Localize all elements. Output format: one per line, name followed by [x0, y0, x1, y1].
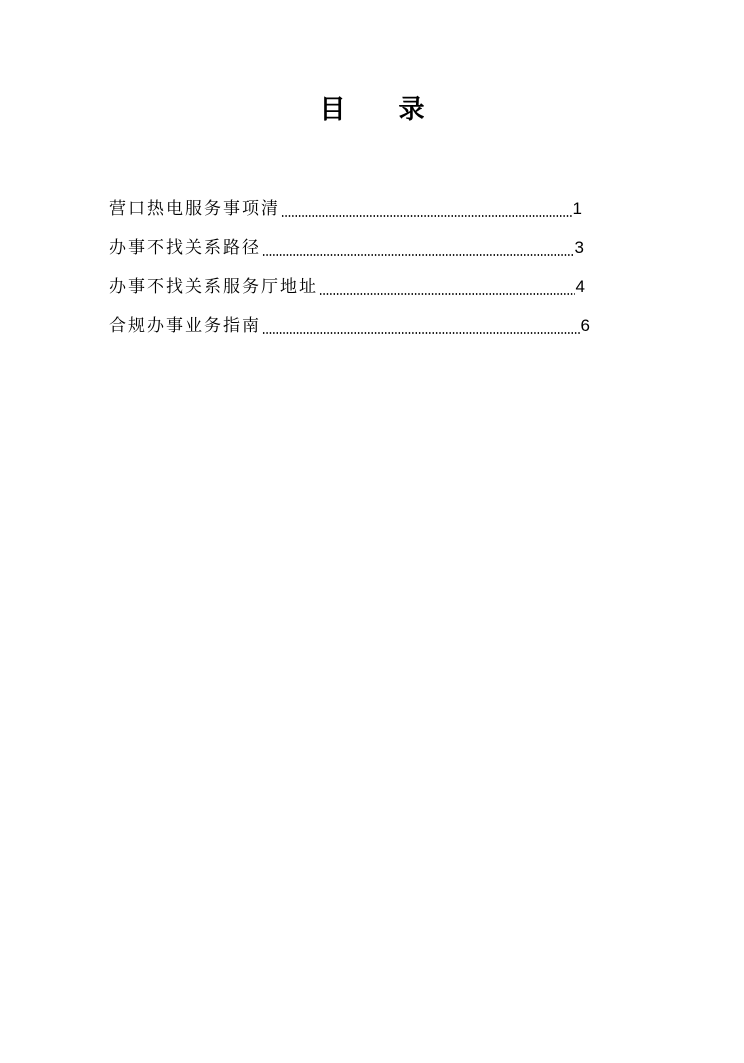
toc-entry[interactable] — [109, 235, 584, 261]
toc-entry-title: 合规办事业务指南 — [109, 316, 261, 336]
toc-dot-leader — [319, 293, 575, 295]
toc-entry-page: 6 — [580, 316, 590, 335]
toc-entry-title: 办事不找关系服务厅地址 — [109, 277, 318, 297]
toc-entry-page: 1 — [572, 199, 582, 218]
toc-dot-leader — [281, 215, 572, 217]
page-title: 目 录 — [319, 95, 447, 125]
toc-entry[interactable] — [109, 196, 582, 222]
toc-entry-title: 办事不找关系路径 — [109, 238, 261, 258]
toc-dot-leader — [262, 254, 574, 256]
toc-entry-page: 4 — [575, 277, 585, 296]
table-of-contents — [109, 196, 609, 352]
toc-entry[interactable] — [109, 274, 585, 300]
toc-entry-page: 3 — [574, 238, 584, 257]
toc-entry-title: 营口热电服务事项清 — [109, 199, 280, 219]
toc-dot-leader — [262, 332, 580, 334]
toc-entry[interactable] — [109, 313, 590, 339]
